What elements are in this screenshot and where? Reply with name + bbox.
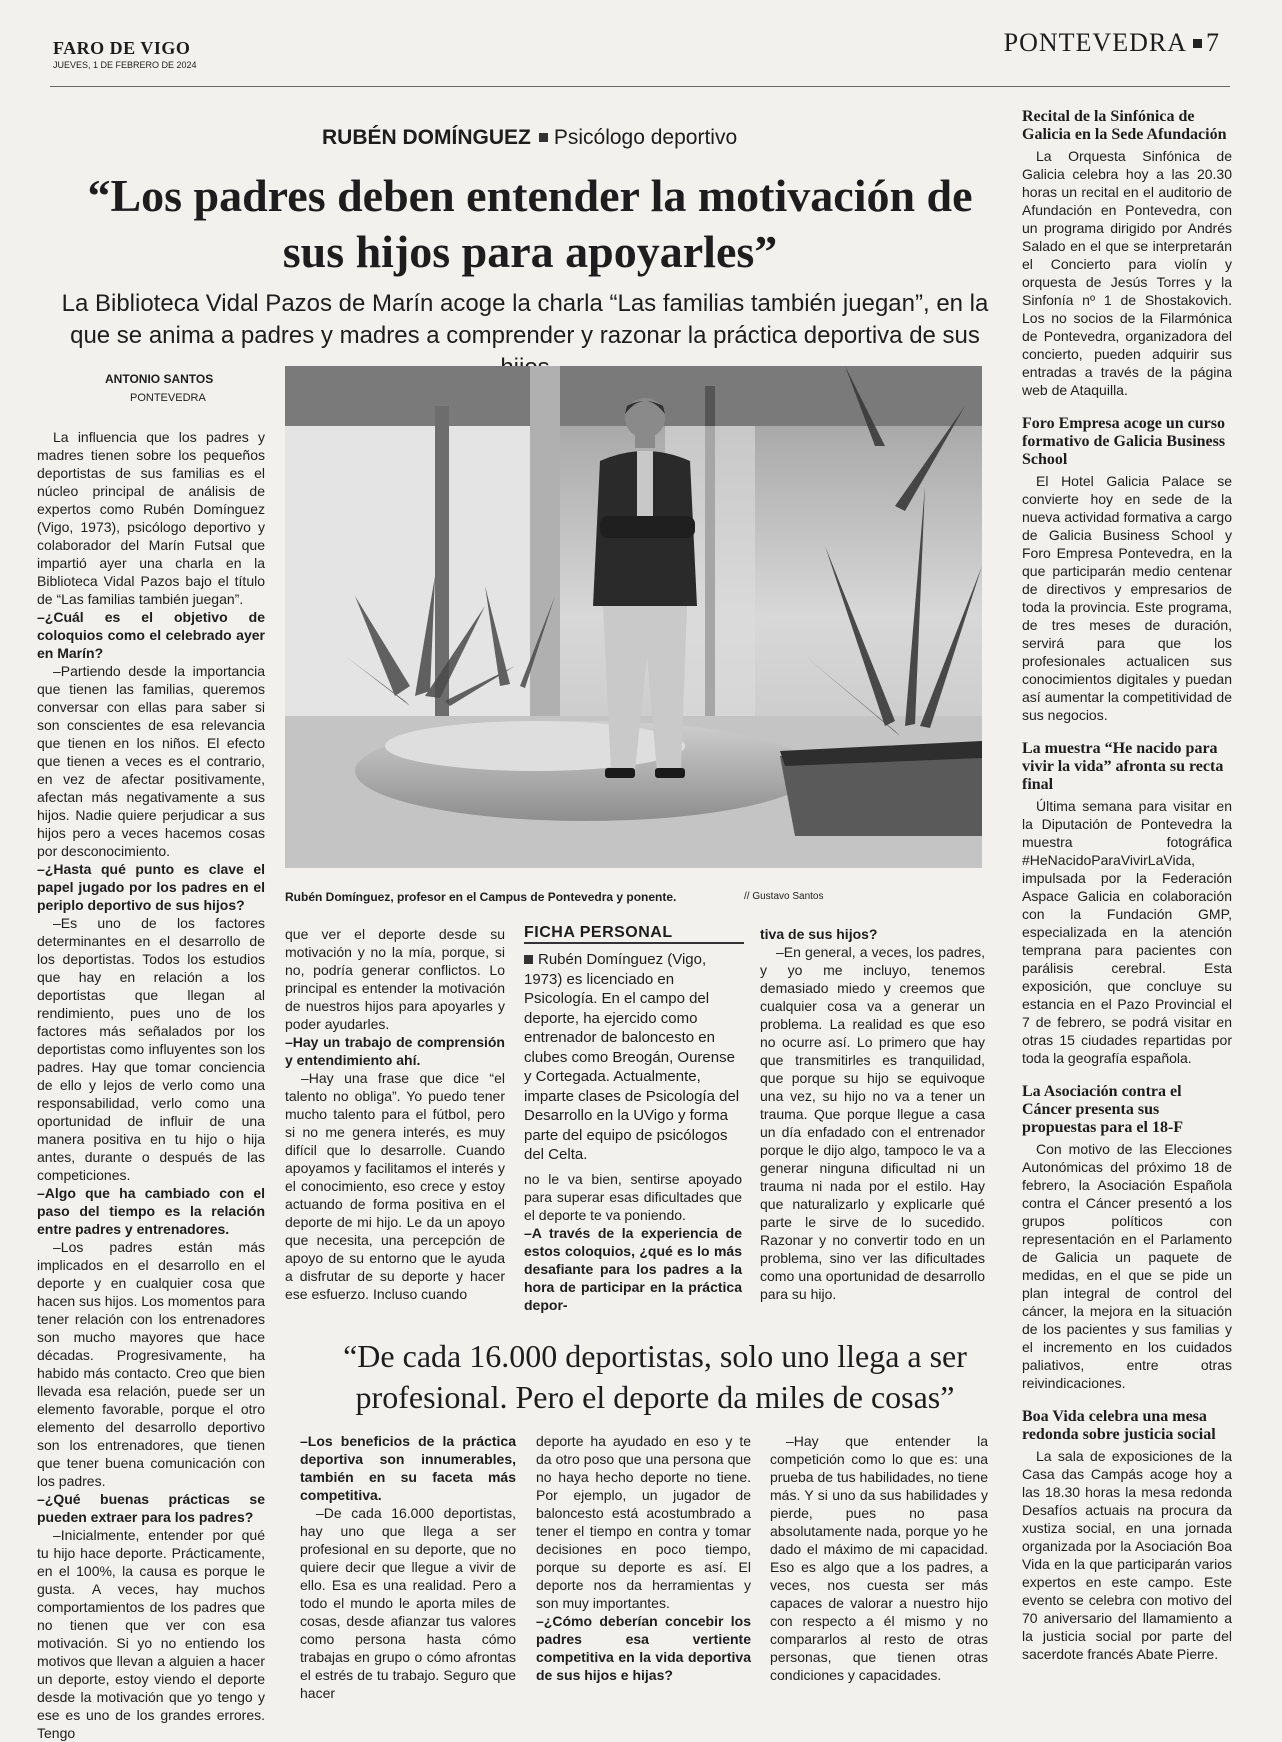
article-column-1: [37, 428, 266, 1741]
paragraph: deporte ha ayudado en eso y te da otro poso que una persona que no haya hecho deporte no tiene. Por ejemplo, un jugador de baloncesto está acostumbrado a tener el tiempo en contra y tomar decisiones en poco tiempo, porque su deporte es así. El deporte nos da herramientas y son muy importantes.: [536, 1433, 751, 1611]
article-column-2: [285, 925, 505, 1305]
lower-column-2: [536, 1432, 751, 1712]
paragraph: –Inicialmente, entender por qué tu hijo hace deporte. Prácticamente, en el 100%, la causa es porque le gusta. A veces, hay muchos comportamientos de los padres que no tienen que ver con esa motivación. Si yo no entiendo los motivos que llevan a alguien a hacer un deporte, estoy viendo el deporte desde la motivación que yo tengo y ese es uno de los grandes errores. Tengo: [37, 1527, 265, 1741]
brief-body: La Orquesta Sinfónica de Galicia celebra hoy a las 20.30 horas un recital en el auditorio de Afundación en Pontevedra, con un programa dirigido por Andrés Salado en el que se interpretarán el Concierto para violín y orquesta de Jesús Torres y la Sinfonía nº 1 de Shostakovich. Los no socios de la Filarmónica de Pontevedra, organizadora del concierto, pueden adquirir sus entradas a través de la página web de Ataquilla.: [1022, 148, 1232, 398]
masthead-rule: [50, 86, 1230, 87]
brief-title: Recital de la Sinfónica de Galicia en la Sede Afundación: [1022, 108, 1227, 143]
photo-illustration: [285, 366, 982, 868]
paragraph: no le va bien, sentirse apoyado para superar esas dificultades que el deporte te va poniendo.: [524, 1171, 742, 1223]
paragraph: –Los padres están más implicados en el desarrollo en el deporte y en cualquier cosa que hacen sus hijos. Los momentos para tener relación con los entrenadores son mucho mayores que hace décadas. Progresivamente, ha habido más contacto. Creo que bien llevada esa relación, puede ser un elemento favorable, porque el otro elemento del desarrollo deportivo son los entrenadores, que tienen que tener buena comunicación con los padres.: [37, 1239, 266, 1489]
news-brief-sidebar: [1022, 108, 1232, 1718]
photo-caption: Rubén Domínguez, profesor en el Campus de Pontevedra y ponente.: [285, 890, 677, 904]
interview-question: –¿Cómo deberían concebir los padres esa vertiente competitiva en la vida deportiva de sus hijos e hijas?: [536, 1613, 751, 1683]
paragraph: –Es uno de los factores determinantes en el desarrollo de los deportistas. Todos los estudios que hay en relación a los deportistas que llegan al rendimiento, pues uno de los factores más señalados por los deportistas como influyentes son los padres. Hay que tomar conciencia de ello y lejos de verlo como una responsabilidad, verlo como una oportunidad de influir de una manera positiva en tu hijo o hija antes, durante o después de las competiciones.: [37, 915, 265, 1183]
kicker-role: Psicólogo deportivo: [553, 126, 738, 149]
article-headline: “Los padres deben entender la motivación de sus hijos para apoyarles”: [87, 170, 973, 277]
lower-column-1: [300, 1432, 516, 1712]
interview-question: tiva de sus hijos?: [760, 926, 878, 942]
paragraph: –Partiendo desde la importancia que tienen las familias, queremos conversar con ellas para saber si son conscientes de esa relevancia que tienen en los niños. El efecto que tienen a veces es el contrario, en vez de afectar positivamente, afectan más negativamente a sus hijos. Nadie quiere perjudicar a sus hijos pero a veces hacemos cosas por desconocimiento.: [37, 663, 265, 859]
interview-question: –¿Qué buenas prácticas se pueden extraer para los padres?: [37, 1491, 265, 1525]
section-header: [1004, 28, 1220, 58]
interview-question: –¿Hasta qué punto es clave el papel jugado por los padres en el periplo deportivo de sus hijos?: [37, 861, 265, 913]
paragraph: –En general, a veces, los padres, y yo me incluyo, tenemos demasiado miedo y creemos que cualquier cosa va a generar un problema. La realidad es que eso no ocurre así. Lo primero que hay que transmitirles es tranquilidad, que porque su hijo se equivoque una vez, su hijo no va a tener un trauma. Que porque llegue a casa un día enfadado con el entrenador porque le dijo algo, tampoco le va a generar ninguna dificultad ni un trauma ni nada por el estilo. Hay que naturalizarlo y explicarle qué parte le sirve de lo sucedido. Razonar y no convertir todo en un problema, sino ver las dificultades como una oportunidad de desarrollo para su hijo.: [760, 944, 985, 1302]
square-bullet-icon: [539, 133, 548, 142]
square-bullet-icon: [1193, 39, 1202, 48]
interview-question: –¿Cuál es el objetivo de coloquios como el celebrado ayer en Marín?: [37, 609, 265, 661]
section-name: PONTEVEDRA: [1003, 28, 1187, 57]
article-kicker: [322, 126, 737, 150]
article-column-4: [760, 925, 985, 1310]
ficha-text: Rubén Domínguez (Vigo, 1973) es licenciado en Psicología. En el campo del deporte, ha ejercido como entrenador de baloncesto en clubes como Breogán, Ourense y Cortegada. Actualmente, imparte clases de Psicología del Desarrollo en la UVigo y forma parte del equipo de psicólogos del Celta.: [524, 951, 740, 1163]
interview-question: –Los beneficios de la práctica deportiva son innumerables, también en su faceta más competitiva.: [300, 1433, 516, 1503]
paragraph: La influencia que los padres y madres tienen sobre los pequeños deportistas de sus familias es el núcleo principal de análisis de expertos como Rubén Domínguez (Vigo, 1973), psicólogo deportivo y colaborador del Marín Futsal que impartió ayer una charla en la Biblioteca Vidal Pazos bajo el título de “Las familias también juegan”.: [37, 429, 265, 607]
article-column-3-lower: [524, 1170, 742, 1313]
issue-date: JUEVES, 1 DE FEBRERO DE 2024: [53, 60, 197, 70]
author-name: ANTONIO SANTOS: [105, 372, 214, 386]
paragraph: –Hay que entender la competición como lo que es: una prueba de tus habilidades, no tiene más. Y si uno da sus habilidades y pierde, pues no pasa absolutamente nada, porque yo he dado el máximo de mi capacidad. Eso es algo que a los padres, a veces, nos cuesta ser más capaces de valorar a nuestro hijo con respecto a él mismo y no compararlos al resto de otras personas, que tienen otras condiciones y capacidades.: [770, 1433, 988, 1683]
lower-column-3: [770, 1432, 988, 1712]
news-brief: [1022, 1408, 1232, 1663]
brief-title: Boa Vida celebra una mesa redonda sobre justicia social: [1022, 1408, 1216, 1443]
author-place: PONTEVEDRA: [130, 392, 206, 404]
article-photo: [285, 366, 982, 868]
photo-credit: // Gustavo Santos: [744, 891, 824, 902]
interview-question: –A través de la experiencia de estos coloquios, ¿qué es lo más desafiante para los padres a la hora de participar en la práctica depor-: [524, 1225, 742, 1313]
news-brief: [1022, 415, 1232, 724]
paragraph: –De cada 16.000 deportistas, hay uno que llega a ser profesional en su deporte, que no quiere decir que llegue a vivir de ello. Esa es una realidad. Pero a todo el mundo le aporta miles de cosas, desde afianzar tus valores como persona hasta cómo trabajas en grupo o cómo afrontas el estrés de tu trabajo. Seguro que hacer: [300, 1505, 516, 1701]
pull-quote: “De cada 16.000 deportistas, solo uno llega a ser profesional. Pero el deporte da miles de cosas”: [343, 1338, 967, 1415]
article-subhead: La Biblioteca Vidal Pazos de Marín acoge la charla “Las familias también juegan”, en la que se anima a padres y madres a comprender y razonar la práctica deportiva de sus: [61, 290, 989, 349]
news-brief: [1022, 108, 1232, 399]
brief-title: Foro Empresa acoge un curso formativo de Galicia Business School: [1022, 415, 1226, 468]
news-brief: [1022, 740, 1232, 1067]
paragraph: –Hay una frase que dice “el talento no obliga”. Yo puedo tener mucho talento para el fútbol, pero si no me genera interés, es muy difícil que lo desarrolle. Cuando apoyamos y facilitamos el interés y el conocimiento, eso crece y estoy actuando de forma positiva en el deporte de mi hijo. Le da un apoyo que necesita, una percepción de apoyo de su entorno que le ayuda a disfrutar de su deporte y hacer ese esfuerzo. Incluso cuando: [285, 1070, 505, 1302]
ficha-title: FICHA PERSONAL: [524, 924, 744, 944]
square-bullet-icon: [524, 955, 533, 964]
interview-question: –Hay un trabajo de comprensión y entendimiento ahí.: [285, 1034, 505, 1068]
brief-title: La muestra “He nacido para vivir la vida” afronta su recta final: [1022, 740, 1224, 793]
ficha-box: [524, 950, 742, 1165]
paper-name: FARO DE VIGO: [53, 38, 191, 58]
kicker-name: RUBÉN DOMÍNGUEZ: [322, 126, 531, 149]
news-brief: [1022, 1083, 1232, 1392]
brief-title: La Asociación contra el Cáncer presenta sus propuestas para el 18-F: [1022, 1083, 1184, 1136]
brief-body: El Hotel Galicia Palace se convierte hoy en sede de la nueva actividad formativa a cargo de Galicia Business School y Foro Empresa Pontevedra, en la que participarán medio centenar de directivos y empresarios de toda la provincia. Este programa, de tres meses de duración, servirá para que los profesionales actualicen sus conocimientos digitales y puedan así aumentar la competitividad de sus negocios.: [1022, 473, 1232, 723]
interview-question: –Algo que ha cambiado con el paso del tiempo es la relación entre padres y entrenadores.: [37, 1185, 265, 1237]
brief-body: Con motivo de las Elecciones Autonómicas del próximo 18 de febrero, la Asociación Española contra el Cáncer presentó a los grupos políticos con representación en el Parlamento de Galicia un paquete de medidas, en el que se pide un plan integral de control del cáncer, la mejora en la situación de los pacientes y sus familias y el incremento en los cuidados paliativos, entre otras reivindicaciones.: [1022, 1141, 1232, 1391]
brief-body: Última semana para visitar en la Diputación de Pontevedra la muestra fotográfica #HeNacidoParaVivirLaVida, impulsada por la Federación Aspace Galicia en colaboración con la Fundación GMP, especializada en la atención temprana para pacientes con parálisis cerebral. Esta exposición, que concluye su estancia en el Pazo Provincial el 7 de febrero, se podrá visitar en otras 15 ciudades repartidas por toda la geografía española.: [1022, 798, 1232, 1066]
brief-body: La sala de exposiciones de la Casa das Campás acoge hoy a las 18.30 horas la mesa redonda Desafíos actuais na procura da xustiza social, en una jornada organizada por la Asociación Boa Vida en la que participarán varios expertos en este campo. Este evento se celebra con motivo del 70 aniversario del llamamiento a la justicia social por parte del sacerdote francés Abate Pierre.: [1022, 1448, 1232, 1662]
page-number: 7: [1206, 28, 1220, 57]
paragraph: que ver el deporte desde su motivación y no la mía, porque, si no, podría generar conflictos. Lo principal es entender la motivación de nuestros hijos para apoyarles y poder ayudarles.: [285, 926, 505, 1032]
